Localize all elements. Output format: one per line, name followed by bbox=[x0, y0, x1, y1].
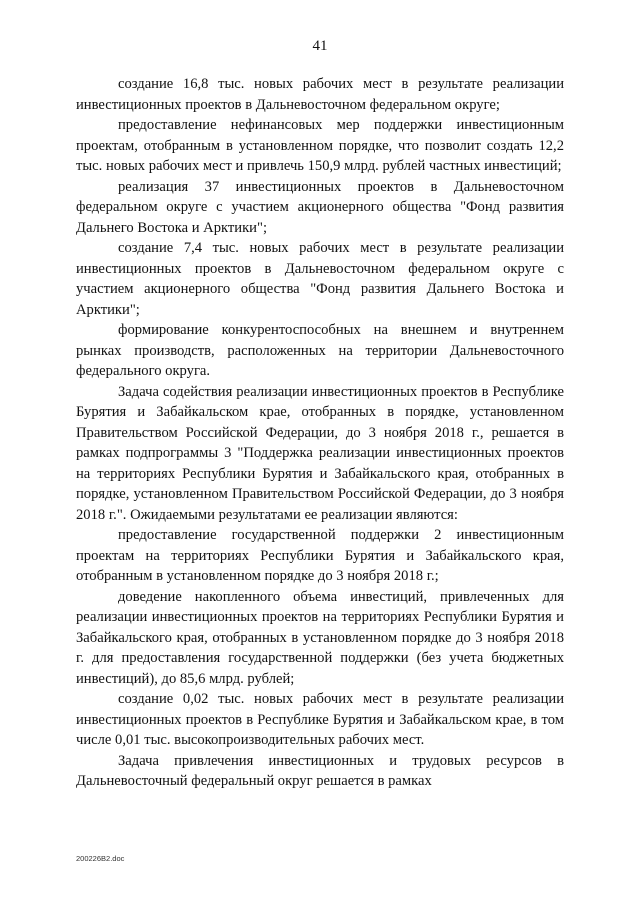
paragraph: Задача содействия реализации инвестиционных проектов в Республике Бурятия и Забайкальском крае, отобранных в порядке, установленном Правительством Российской Федерации, до 3 ноября 2018 г., решается в рамках подпрограммы 3 "Поддержка реализации инвестиционных проектов на территориях Республики Бурятия и Забайкальского края, отобранных в порядке, установленном Правительством Российской Федерации, до 3 ноября 2018 г.". Ожидаемыми результатами ее реализации являются: bbox=[76, 383, 564, 523]
paragraph: создание 0,02 тыс. новых рабочих мест в результате реализации инвестиционных проектов в Республике Бурятия и Забайкальском крае, в том числе 0,01 тыс. высокопроизводительных рабочих мест. bbox=[76, 691, 564, 748]
paragraph: предоставление государственной поддержки 2 инвестиционным проектам на территориях Республики Бурятия и Забайкальского края, отобранным в установленном порядке до 3 ноября 2018 г.; bbox=[76, 527, 564, 584]
page-number: 41 bbox=[312, 38, 328, 54]
paragraph: предоставление нефинансовых мер поддержки инвестиционным проектам, отобранным в установленном порядке, что позволит создать 12,2 тыс. новых рабочих мест и привлечь 150,9 млрд. рублей частных инвестиций; bbox=[76, 117, 564, 174]
document-body bbox=[76, 74, 564, 792]
paragraph: реализация 37 инвестиционных проектов в Дальневосточном федеральном округе с участием акционерного общества "Фонд развития Дальнего Востока и Арктики"; bbox=[76, 178, 564, 236]
footer-filename: 200226B2.doc bbox=[76, 854, 125, 863]
paragraph: доведение накопленного объема инвестиций, привлеченных для реализации инвестиционных проектов на территориях Республики Бурятия и Забайкальского края, отобранных в установленном порядке до 3 ноября 2018 г. для предоставления государственной поддержки (без учета бюджетных инвестиций), до 85,6 млрд. рублей; bbox=[76, 588, 564, 687]
paragraph: создание 16,8 тыс. новых рабочих мест в результате реализации инвестиционных проектов в Дальневосточном федеральном округе; bbox=[76, 76, 564, 113]
paragraph: создание 7,4 тыс. новых рабочих мест в результате реализации инвестиционных проектов в Дальневосточном федеральном округе с участием акционерного общества "Фонд развития Дальнего Востока и Арктики"; bbox=[76, 240, 564, 318]
paragraph: формирование конкурентоспособных на внешнем и внутреннем рынках производств, расположенных на территории Дальневосточного федерального округа. bbox=[76, 322, 564, 379]
paragraph: Задача привлечения инвестиционных и трудовых ресурсов в Дальневосточный федеральный округ решается в рамках bbox=[76, 752, 564, 789]
